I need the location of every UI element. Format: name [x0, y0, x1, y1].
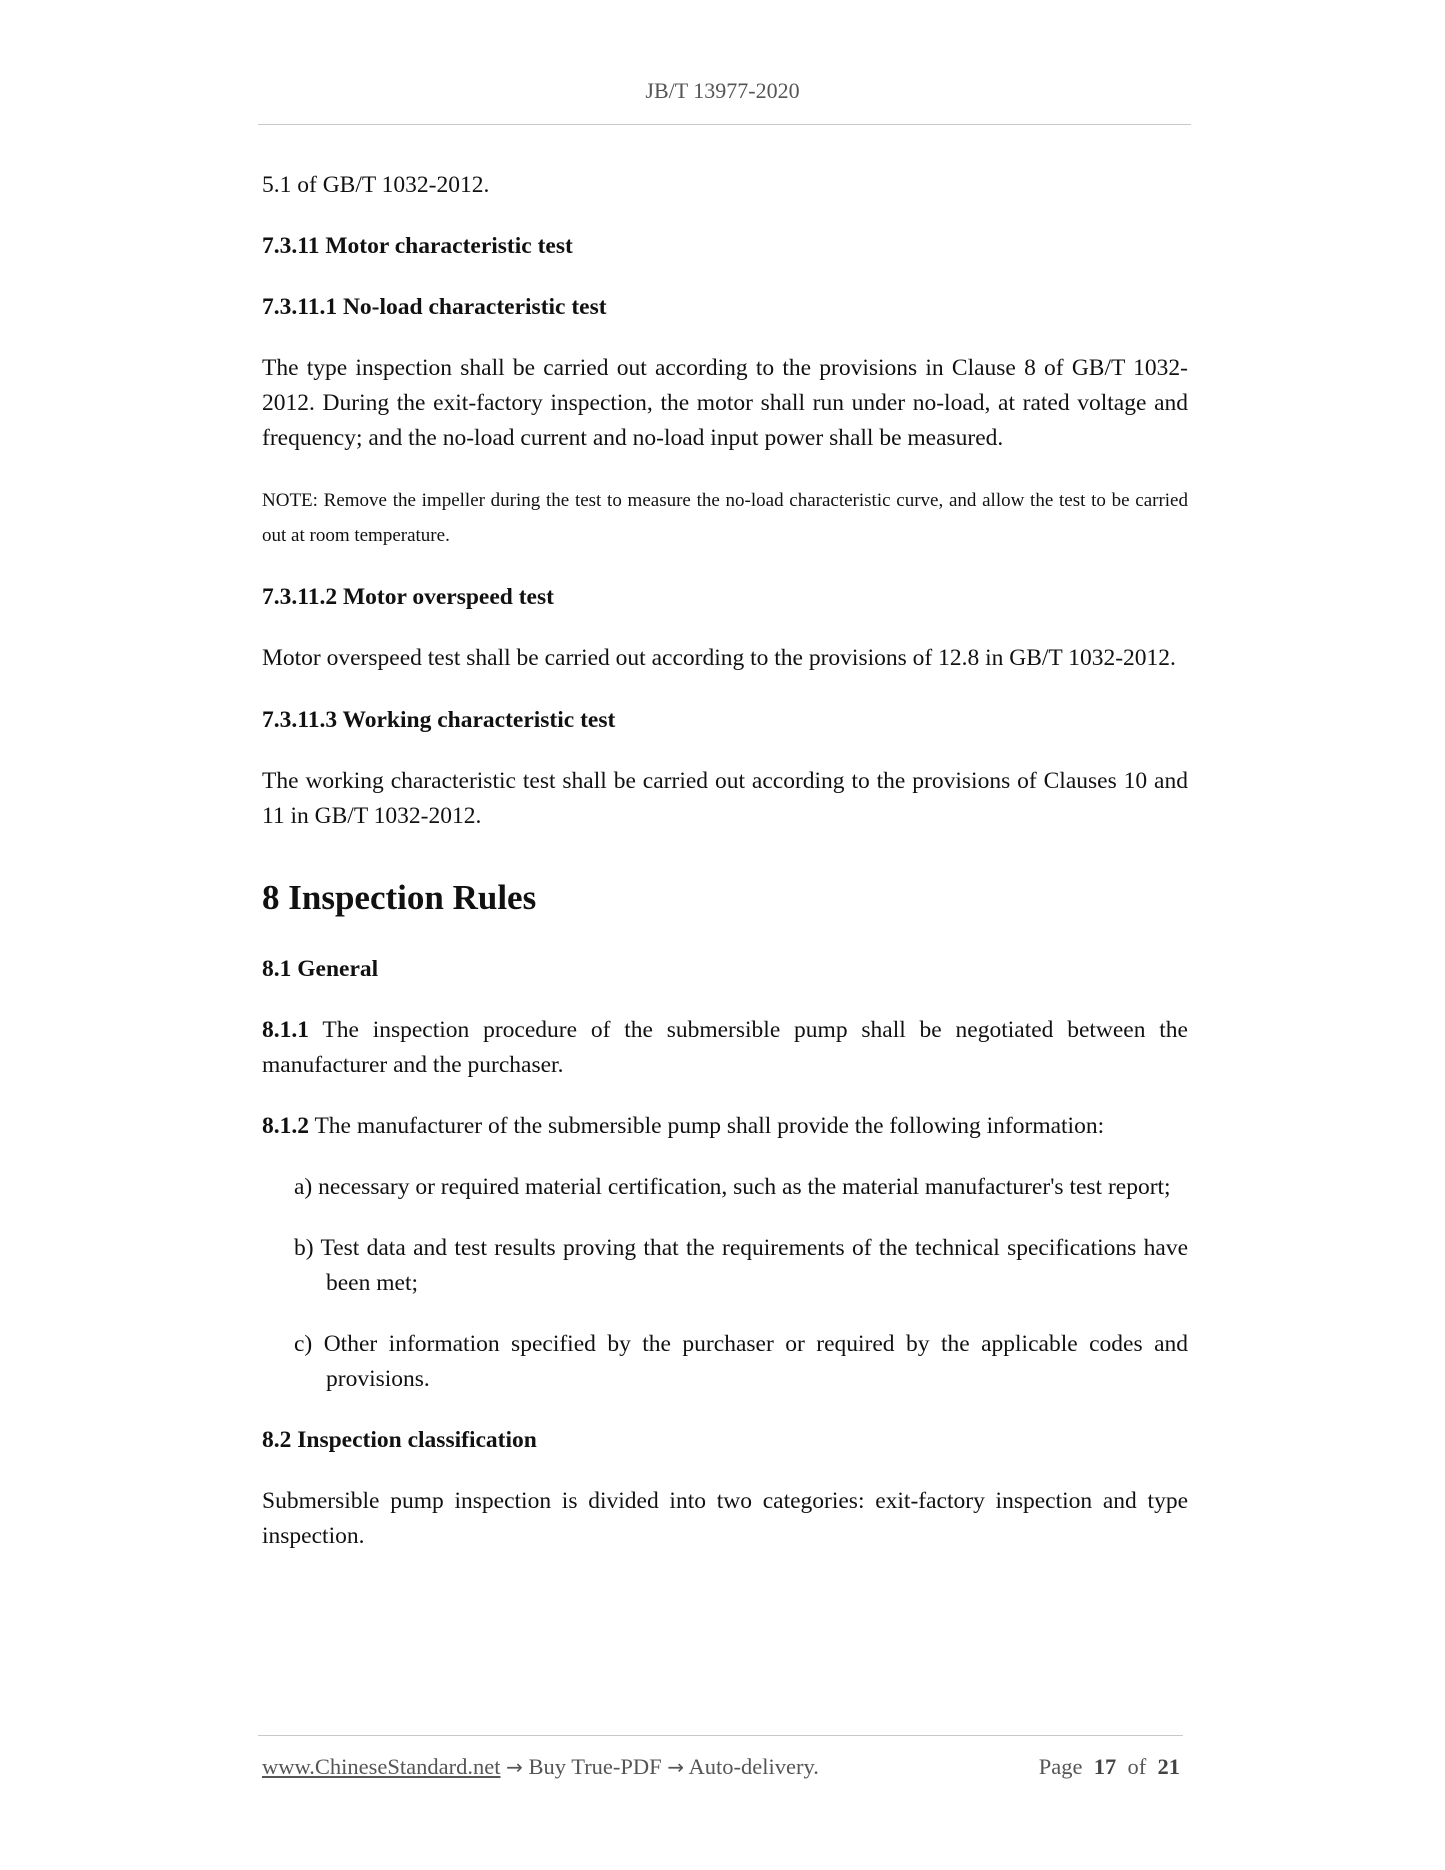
- note-paragraph: NOTE: Remove the impeller during the test to measure the no-load characteristic curve, and allow the test to be carried out at room temperature.: [262, 490, 1188, 546]
- document-body: [262, 168, 1188, 1554]
- paragraph-no-load-test: The type inspection shall be carried out according to the provisions in Clause 8 of GB/T 1032-2012. During the exit-factory inspection, the motor shall run under no-load, at rated voltage and frequency; and the no-load current and no-load input power shall be measured.: [262, 355, 1188, 451]
- paragraph-continuation: 5.1 of GB/T 1032-2012.: [262, 172, 490, 198]
- heading-8-1: 8.1 General: [262, 956, 379, 982]
- list-item-a: a) necessary or required material certification, such as the material manufacturer's test report;: [294, 1174, 1171, 1200]
- heading-7-3-11-2: 7.3.11.2 Motor overspeed test: [262, 584, 554, 610]
- heading-7-3-11-1: 7.3.11.1 No-load characteristic test: [262, 294, 607, 320]
- paragraph-overspeed-test: Motor overspeed test shall be carried out according to the provisions of 12.8 in GB/T 1032-2012.: [262, 645, 1176, 671]
- arrow-right-icon: →: [667, 1755, 685, 1779]
- clause-number: 8.1.1: [262, 1017, 309, 1043]
- clause-8-1-2: [262, 1109, 1188, 1144]
- clause-text: The inspection procedure of the submersible pump shall be negotiated between the manufacturer and the purchaser.: [262, 1017, 1188, 1078]
- page-of-label: of: [1127, 1754, 1147, 1779]
- page-label: Page: [1038, 1754, 1083, 1779]
- page-indicator: [1039, 1754, 1180, 1780]
- paragraph-inspection-classification: Submersible pump inspection is divided into two categories: exit-factory inspection and type inspection.: [262, 1488, 1188, 1549]
- clause-text: The manufacturer of the submersible pump shall provide the following information:: [314, 1113, 1105, 1139]
- list-item-b: b) Test data and test results proving that the requirements of the technical specifications have been met;: [294, 1235, 1188, 1296]
- paragraph-working-test: The working characteristic test shall be carried out according to the provisions of Clauses 10 and 11 in GB/T 1032-2012.: [262, 768, 1188, 829]
- heading-8-inspection-rules: 8 Inspection Rules: [262, 878, 537, 917]
- page-header-title: JB/T 13977-2020: [645, 78, 800, 103]
- heading-8-2: 8.2 Inspection classification: [262, 1427, 537, 1453]
- page-footer: [262, 1754, 1180, 1780]
- heading-7-3-11-3: 7.3.11.3 Working characteristic test: [262, 707, 616, 733]
- page-total: 21: [1157, 1754, 1180, 1779]
- clause-number: 8.1.2: [262, 1113, 309, 1139]
- page-current: 17: [1093, 1754, 1117, 1779]
- header-divider: [258, 124, 1191, 125]
- arrow-right-icon: →: [506, 1755, 523, 1779]
- footer-divider: [258, 1735, 1183, 1736]
- website-link[interactable]: www.ChineseStandard.net: [262, 1754, 501, 1779]
- clause-8-1-1: [262, 1013, 1188, 1083]
- auto-delivery-text: Auto-delivery.: [688, 1754, 819, 1779]
- buy-true-pdf-text: Buy True-PDF: [528, 1754, 662, 1779]
- heading-7-3-11: 7.3.11 Motor characteristic test: [262, 233, 573, 259]
- list-item-c: c) Other information specified by the purchaser or required by the applicable codes and provisions.: [294, 1331, 1188, 1392]
